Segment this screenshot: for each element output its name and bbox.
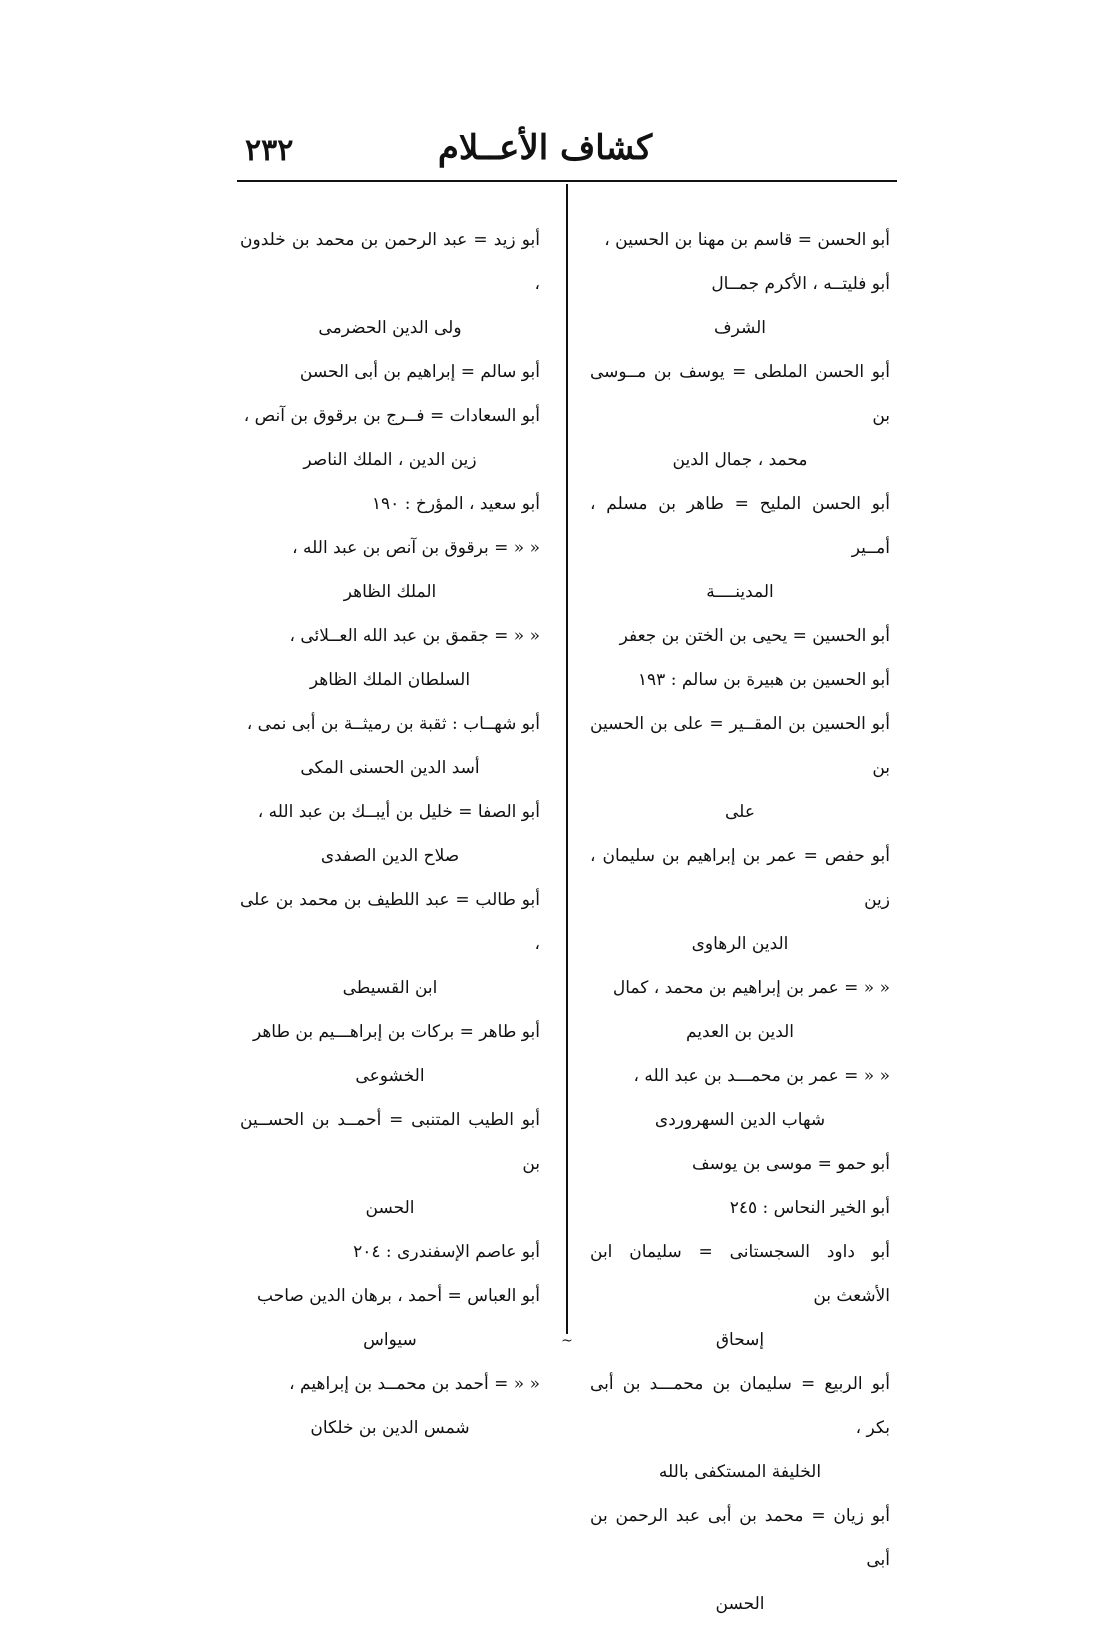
index-entry bbox=[590, 966, 890, 1054]
index-entry bbox=[590, 482, 890, 614]
footer-mark: ~ bbox=[561, 1333, 573, 1349]
index-entry bbox=[590, 1142, 890, 1186]
index-entry bbox=[590, 614, 890, 658]
entry-line: أبو داود السجستانى = سليمان ابن الأشعث بن bbox=[590, 1242, 890, 1306]
entry-continuation: ابن القسيطى bbox=[342, 978, 438, 998]
entry-line: أبو سعيد ، المؤرخ : ١٩٠ bbox=[371, 494, 540, 514]
entry-continuation: الملك الظاهر bbox=[343, 582, 437, 602]
entry-continuation: على bbox=[725, 802, 755, 822]
entry-continuation: الشرف bbox=[713, 318, 767, 338]
entry-line: أبو طاهر = بركات بن إبراهـــيم بن طاهر bbox=[252, 1022, 540, 1042]
entry-line: أبو فليتــه ، الأكرم جمــال bbox=[711, 274, 890, 294]
entry-line: أبو حمو = موسى بن يوسف bbox=[692, 1154, 890, 1174]
index-entry bbox=[590, 262, 890, 350]
entry-line: أبو الربيع = سليمان بن محمـــد بن أبى بكر ، bbox=[590, 1374, 890, 1438]
entry-line: « « = عمر بن إبراهيم بن محمد ، كمال bbox=[612, 978, 890, 998]
entry-line: أبو الحسن الملطى = يوسف بن مــوسى بن bbox=[590, 362, 890, 426]
index-entry bbox=[590, 1494, 890, 1626]
index-entry bbox=[590, 1054, 890, 1142]
index-entry bbox=[240, 702, 540, 790]
running-title: كشاف الأعــلام bbox=[437, 128, 653, 168]
entry-continuation: الخليفة المستكفى بالله bbox=[658, 1462, 822, 1482]
entry-line: « « = برقوق بن آنص بن عبد الله ، bbox=[292, 538, 540, 558]
entry-line: أبو زيد = عبد الرحمن بن محمد بن خلدون ، bbox=[240, 230, 540, 294]
page-number: ٢٣٢ bbox=[245, 133, 294, 168]
index-entry bbox=[240, 1362, 540, 1450]
entry-line: « « = أحمد بن محمــد بن إبراهيم ، bbox=[289, 1374, 540, 1394]
entry-continuation: الحسن bbox=[715, 1594, 765, 1614]
entry-line: « « = جقمق بن عبد الله العــلائى ، bbox=[289, 626, 540, 646]
entry-line: أبو الحسين = يحيى بن الختن بن جعفر bbox=[619, 626, 890, 646]
index-entry bbox=[590, 702, 890, 834]
entry-continuation: الدين بن العديم bbox=[685, 1022, 795, 1042]
left-column bbox=[240, 218, 540, 1450]
entry-continuation: شهاب الدين السهروردى bbox=[654, 1110, 826, 1130]
entry-line: أبو الحسن المليح = طاهر بن مسلم ، أمــير bbox=[590, 494, 890, 558]
index-entry bbox=[240, 218, 540, 350]
index-entry bbox=[240, 1098, 540, 1230]
right-column bbox=[590, 218, 890, 1626]
entry-line: أبو الحسين بن المقــير = على بن الحسين بن bbox=[590, 714, 890, 778]
index-entry bbox=[240, 1274, 540, 1362]
index-entry bbox=[240, 1230, 540, 1274]
column-divider bbox=[566, 184, 568, 1334]
entry-line: أبو الخير النحاس : ٢٤٥ bbox=[729, 1198, 890, 1218]
entry-continuation: أسد الدين الحسنى المكى bbox=[300, 758, 480, 778]
index-entry bbox=[590, 1362, 890, 1494]
entry-continuation: الخشوعى bbox=[355, 1066, 425, 1086]
entry-line: أبو السعادات = فــرج بن برقوق بن آنص ، bbox=[243, 406, 540, 426]
entry-continuation: ولى الدين الحضرمى bbox=[318, 318, 462, 338]
entry-continuation: إسحاق bbox=[715, 1330, 765, 1350]
entry-line: أبو زيان = محمد بن أبى عبد الرحمن بن أبى bbox=[590, 1506, 890, 1570]
index-entry bbox=[240, 394, 540, 482]
entry-line: أبو طالب = عبد اللطيف بن محمد بن على ، bbox=[240, 890, 540, 954]
index-entry bbox=[240, 790, 540, 878]
entry-line: « « = عمر بن محمـــد بن عبد الله ، bbox=[633, 1066, 890, 1086]
index-entry bbox=[240, 482, 540, 526]
index-entry bbox=[590, 658, 890, 702]
entry-line: أبو عاصم الإسفندرى : ٢٠٤ bbox=[353, 1242, 540, 1262]
entry-continuation: زين الدين ، الملك الناصر bbox=[303, 450, 477, 470]
index-entry bbox=[590, 1186, 890, 1230]
index-entry bbox=[240, 878, 540, 1010]
entry-continuation: سيواس bbox=[363, 1330, 417, 1350]
index-entry bbox=[590, 1230, 890, 1362]
entry-line: أبو الحسن = قاسم بن مهنا بن الحسين ، bbox=[604, 230, 890, 250]
header-rule bbox=[237, 180, 897, 182]
entry-line: أبو الصفا = خليل بن أيبــك بن عبد الله ، bbox=[257, 802, 540, 822]
index-entry bbox=[590, 350, 890, 482]
index-entry bbox=[590, 834, 890, 966]
entry-continuation: السلطان الملك الظاهر bbox=[309, 670, 471, 690]
index-entry bbox=[240, 1010, 540, 1098]
entry-continuation: محمد ، جمال الدين bbox=[672, 450, 808, 470]
index-entry bbox=[240, 614, 540, 702]
entry-continuation: صلاح الدين الصفدى bbox=[320, 846, 460, 866]
entry-continuation: الدين الرهاوى bbox=[691, 934, 789, 954]
entry-line: أبو الطيب المتنبى = أحمــد بن الحســين بن bbox=[240, 1110, 540, 1174]
index-entry bbox=[240, 350, 540, 394]
entry-line: أبو الحسين بن هبيرة بن سالم : ١٩٣ bbox=[637, 670, 890, 690]
entry-line: أبو سالم = إبراهيم بن أبى الحسن bbox=[299, 362, 540, 382]
entry-line: أبو العباس = أحمد ، برهان الدين صاحب bbox=[257, 1286, 540, 1306]
entry-line: أبو شهــاب : ثقبة بن رميثــة بن أبى نمى ، bbox=[246, 714, 540, 734]
entry-continuation: الحسن bbox=[365, 1198, 415, 1218]
entry-continuation: شمس الدين بن خلكان bbox=[310, 1418, 470, 1438]
entry-line: أبو حفص = عمر بن إبراهيم بن سليمان ، زين bbox=[590, 846, 890, 910]
entry-continuation: المدينــــة bbox=[706, 582, 774, 602]
index-entry bbox=[240, 526, 540, 614]
index-entry bbox=[590, 218, 890, 262]
